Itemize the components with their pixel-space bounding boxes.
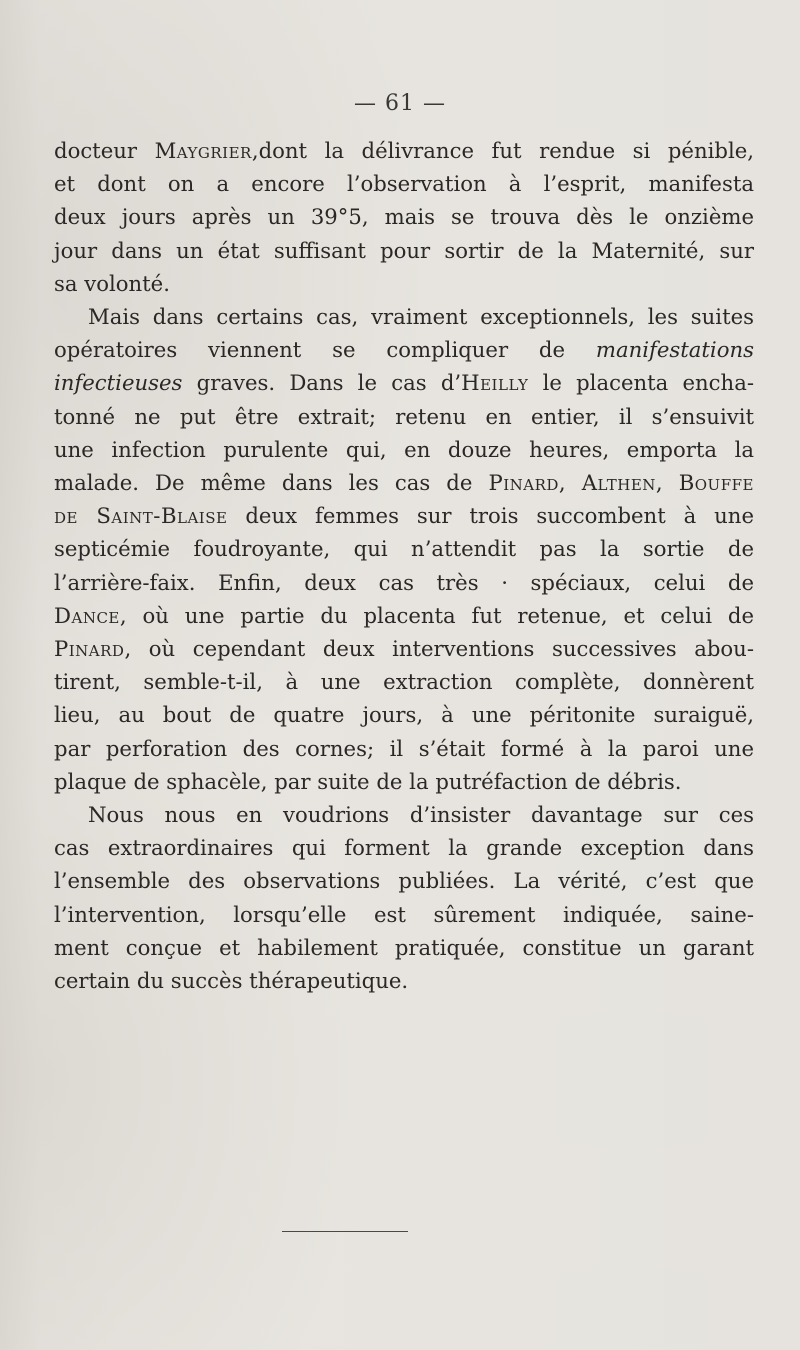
body-text (54, 134, 754, 997)
text-line (54, 366, 754, 399)
emphasis-text: manifestations (595, 337, 754, 363)
text-line (54, 665, 754, 698)
text-run: ,dont la délivrance fut rendue si pénible, (251, 138, 754, 163)
text-line (54, 566, 754, 599)
text-line (54, 333, 754, 366)
text-run: graves. Dans le cas d’ (182, 370, 462, 396)
author-name: Maygrier (154, 138, 252, 163)
text-run: Nous nous en voudrions d’insister davantage sur ces (88, 802, 754, 828)
text-line (54, 234, 754, 267)
text-run: lieu, au bout de quatre jours, à une péritonite suraiguë, (54, 702, 754, 728)
text-line (54, 532, 754, 565)
author-name: Heilly (461, 370, 529, 396)
text-line (54, 831, 754, 864)
section-rule (282, 1231, 408, 1232)
text-line (54, 864, 754, 897)
author-name: Althen (581, 470, 656, 496)
text-line (54, 134, 754, 167)
text-run: une infection purulente qui, en douze heures, emporta la (54, 436, 754, 462)
emphasis-text: infectieuses (54, 370, 183, 396)
text-line (54, 300, 754, 333)
text-line (54, 732, 754, 765)
text-run: jour dans un état suffisant pour sortir de la Maternité, sur (54, 237, 754, 263)
text-run: tirent, semble-t-il, à une extraction complète, donnèrent (54, 669, 754, 695)
text-run: certain du succès thérapeutique. (54, 968, 409, 994)
text-line (54, 698, 754, 731)
text-run: cas extraordinaires qui forment la grande exception dans (54, 835, 754, 861)
text-line (54, 267, 754, 300)
text-run: et dont on a encore l’observation à l’esprit, manifesta (54, 171, 754, 197)
text-run: , où une partie du placenta fut retenue, et celui de (119, 602, 754, 628)
text-line (54, 898, 754, 931)
text-run: sa volonté. (54, 270, 170, 296)
text-line (54, 931, 754, 964)
author-name: Dance (54, 602, 120, 628)
text-line (54, 499, 754, 532)
text-run: l’arrière-faix. Enfin, deux cas très · spéciaux, celui de (54, 569, 754, 595)
page-number: — 61 — (354, 91, 446, 116)
text-run: docteur (54, 138, 155, 163)
text-run: plaque de sphacèle, par suite de la putréfaction de débris. (54, 768, 682, 794)
text-run: , où cependant deux interventions successives abou- (124, 636, 754, 662)
text-run: par perforation des cornes; il s’était formé à la paroi une (54, 735, 754, 761)
text-line (54, 632, 754, 665)
author-name: de Saint-Blaise (54, 503, 228, 529)
text-line (54, 433, 754, 466)
author-name: Pinard (54, 636, 125, 662)
text-line (54, 765, 754, 798)
text-run: le placenta encha- (528, 370, 754, 396)
author-name: Bouffe (678, 470, 754, 496)
text-line (54, 466, 754, 499)
text-run: deux jours après un 39°5, mais se trouva dès le onzième (54, 204, 754, 230)
author-name: Pinard (488, 470, 559, 496)
text-line (54, 400, 754, 433)
text-run: , (655, 470, 679, 496)
text-run: ment conçue et habilement pratiquée, constitue un garant (54, 934, 754, 960)
text-run: tonné ne put être extrait; retenu en entier, il s’ensuivit (54, 403, 754, 429)
text-line (54, 167, 754, 200)
text-run: malade. De même dans les cas de (54, 470, 489, 496)
text-run: Mais dans certains cas, vraiment exceptionnels, les suites (88, 304, 754, 330)
text-run: l’intervention, lorsqu’elle est sûrement indiquée, saine- (54, 901, 754, 927)
text-run: septicémie foudroyante, qui n’attendit pas la sortie de (54, 536, 754, 562)
text-run: l’ensemble des observations publiées. La vérité, c’est que (54, 868, 754, 894)
text-line (54, 798, 754, 831)
text-line (54, 200, 754, 233)
text-run: opératoires viennent se compliquer de (54, 337, 596, 363)
text-line (54, 964, 754, 997)
text-run: , (558, 470, 582, 496)
text-run: deux femmes sur trois succombent à une (227, 503, 754, 529)
text-line (54, 599, 754, 632)
